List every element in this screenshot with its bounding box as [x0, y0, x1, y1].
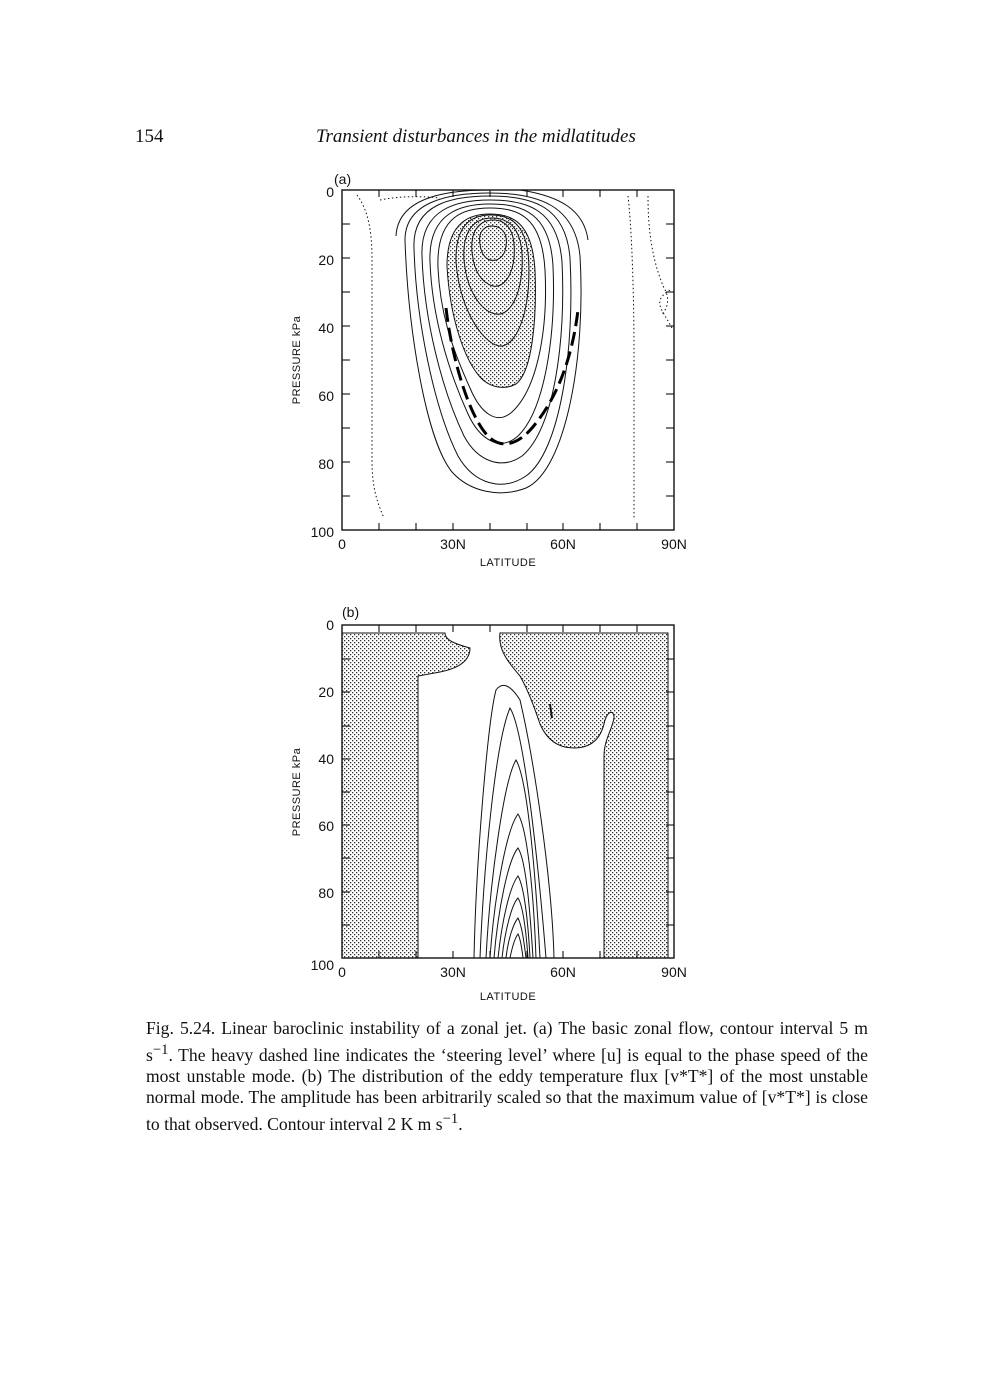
- panel-a-ytick: 0: [326, 184, 334, 200]
- panel-b-ytick: 20: [318, 684, 334, 700]
- panel-a-xlabel: LATITUDE: [479, 557, 537, 569]
- page-number: 154: [135, 126, 164, 147]
- panel-a-ytick: 60: [318, 388, 334, 404]
- panel-b-label: (b): [342, 604, 360, 620]
- caption-text: .: [458, 1113, 463, 1134]
- panel-b-xtick: 0: [338, 964, 346, 980]
- panel-b-contour: [510, 934, 523, 958]
- panel-a-ytick: 40: [318, 320, 334, 336]
- panel-b-ytick: 0: [326, 617, 334, 633]
- panel-a: [291, 171, 687, 569]
- panel-b-ylabel: PRESSURE kPa: [291, 747, 303, 837]
- panel-a-xtick: 0: [338, 536, 346, 552]
- panel-b-stipple-region: [342, 633, 470, 958]
- panel-b-ytick: 40: [318, 751, 334, 767]
- panel-b-xtick: 90N: [661, 964, 687, 980]
- panel-a-zero-contour: [628, 196, 634, 520]
- caption-text: Fig. 5.24. Linear baroclinic instability of a zonal jet. (a) The basic zonal flow, contour interval 5 m s: [146, 1018, 868, 1065]
- panel-a-ytick: 80: [318, 456, 334, 472]
- panel-a-zero-contour: [357, 195, 384, 518]
- panel-b-xtick: 60N: [550, 964, 576, 980]
- panel-b-xtick: 30N: [440, 964, 466, 980]
- caption-exponent: −1: [152, 1041, 169, 1058]
- panel-b-contour: [480, 708, 546, 958]
- panel-a-ytick: 20: [318, 252, 334, 268]
- panel-b-contour: [498, 876, 530, 958]
- panel-b-stipple-region: [500, 633, 668, 958]
- caption-text: . The heavy dashed line indicates the ‘steering level’ where [u] is equal to the phase speed of the most unstable mode. (b) The distribution of the eddy temperature flux [v*T*] of the most unstable normal mode. The amplitude has been arbitrarily scaled so that the maximum value of [v*T*] is close to that observed. Contour interval 2 K m s: [146, 1044, 868, 1134]
- panel-a-zero-contour: [660, 290, 672, 328]
- panel-b-ytick: 100: [310, 957, 334, 973]
- panel-a-xtick: 60N: [550, 536, 576, 552]
- panel-b: [291, 604, 687, 1003]
- panel-a-zero-contour: [648, 196, 668, 314]
- panel-b-xlabel: LATITUDE: [479, 991, 537, 1003]
- panel-a-label: (a): [334, 171, 352, 187]
- figure-caption: [146, 1018, 868, 1135]
- panel-a-xtick: 90N: [661, 536, 687, 552]
- panel-a-xtick: 30N: [440, 536, 466, 552]
- panel-a-ytick: 100: [310, 524, 334, 540]
- caption-exponent: −1: [442, 1110, 459, 1127]
- panel-a-ylabel: PRESSURE kPa: [291, 315, 303, 405]
- running-title: Transient disturbances in the midlatitudes: [316, 126, 636, 147]
- panel-b-ytick: 80: [318, 885, 334, 901]
- panel-b-ytick: 60: [318, 818, 334, 834]
- panel-a-stipple-region: [447, 214, 535, 387]
